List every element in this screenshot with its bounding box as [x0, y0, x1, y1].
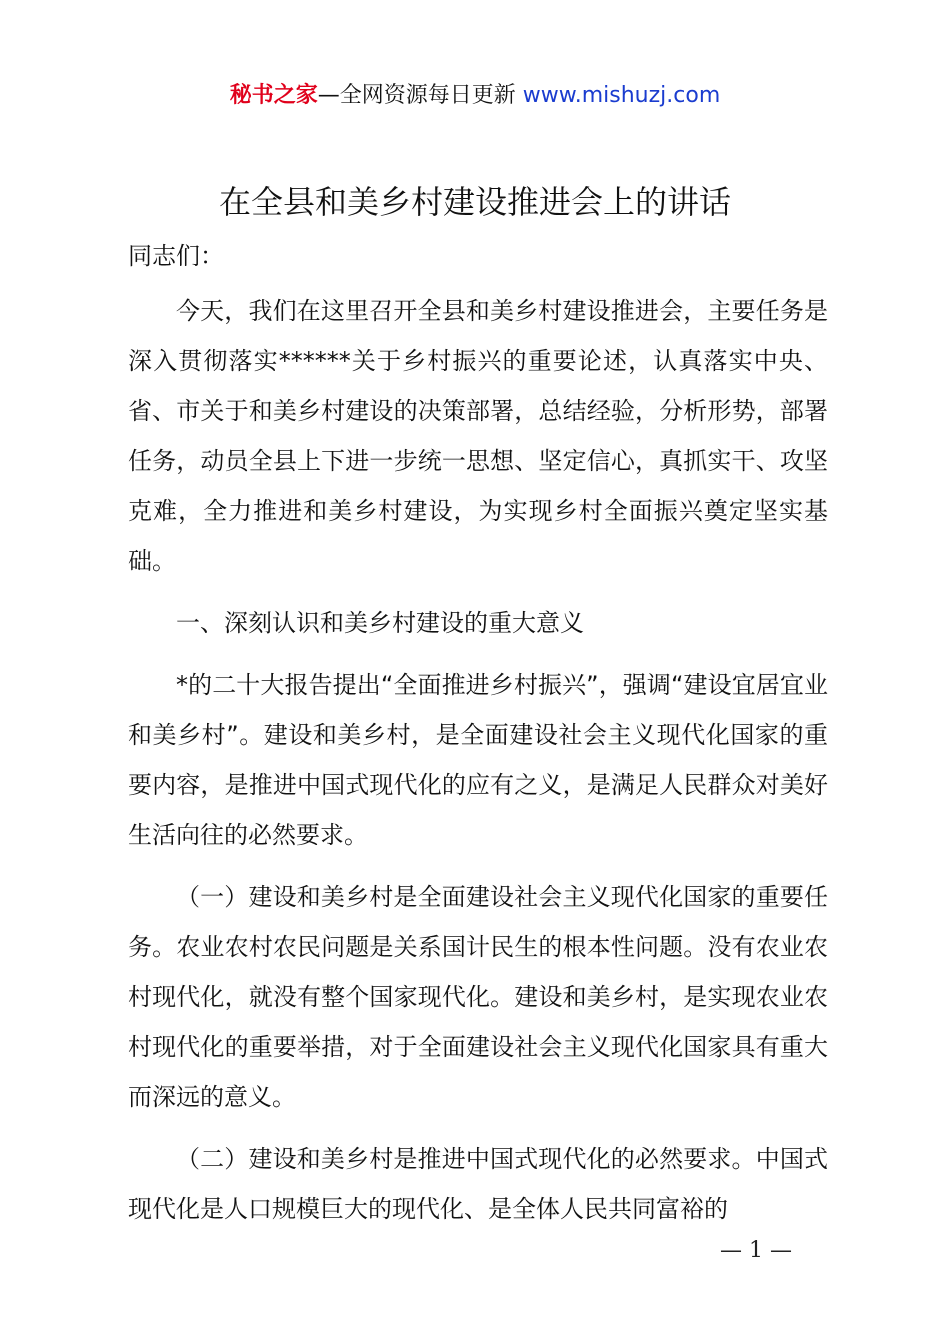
site-url-link[interactable]: www.mishuzj.com: [522, 83, 721, 108]
paragraph-intro: 今天，我们在这里召开全县和美乡村建设推进会，主要任务是深入贯彻落实******关于乡村振兴的重要论述，认真落实中央、省、市关于和美乡村建设的决策部署，总结经验，分析形势，部署任务，动员全县上下进一步统一思想、坚定信心，真抓实干、攻坚克难，全力推进和美乡村建设，为实现乡村全面振兴奠定坚实基础。: [128, 297, 828, 575]
document-title: 在全县和美乡村建设推进会上的讲话: [218, 183, 731, 221]
greeting: 同志们：: [128, 242, 224, 270]
page-number: — 1 —: [720, 1238, 792, 1263]
banner-tagline: —全网资源每日更新: [317, 83, 523, 108]
document-body: [128, 238, 828, 1234]
paragraph-subsection-1: （一）建设和美乡村是全面建设社会主义现代化国家的重要任务。农业农村农民问题是关系国计民生的根本性问题。没有农业农村现代化，就没有整个国家现代化。建设和美乡村，是实现农业农村现代化的重要举措，对于全面建设社会主义现代化国家具有重大而深远的意义。: [128, 883, 828, 1111]
section-heading-1: 一、深刻认识和美乡村建设的重大意义: [176, 609, 584, 637]
paragraph-subsection-2: （二）建设和美乡村是推进中国式现代化的必然要求。中国式现代化是人口规模巨大的现代化、是全体人民共同富裕的: [128, 1145, 828, 1223]
brand-name: 秘书之家: [229, 83, 318, 108]
site-banner: [0, 80, 950, 112]
paragraph-section-1: *的二十大报告提出“全面推进乡村振兴”，强调“建设宜居宜业和美乡村”。建设和美乡村，是全面建设社会主义现代化国家的重要内容，是推进中国式现代化的应有之义，是满足人民群众对美好生活向往的必然要求。: [128, 671, 828, 849]
